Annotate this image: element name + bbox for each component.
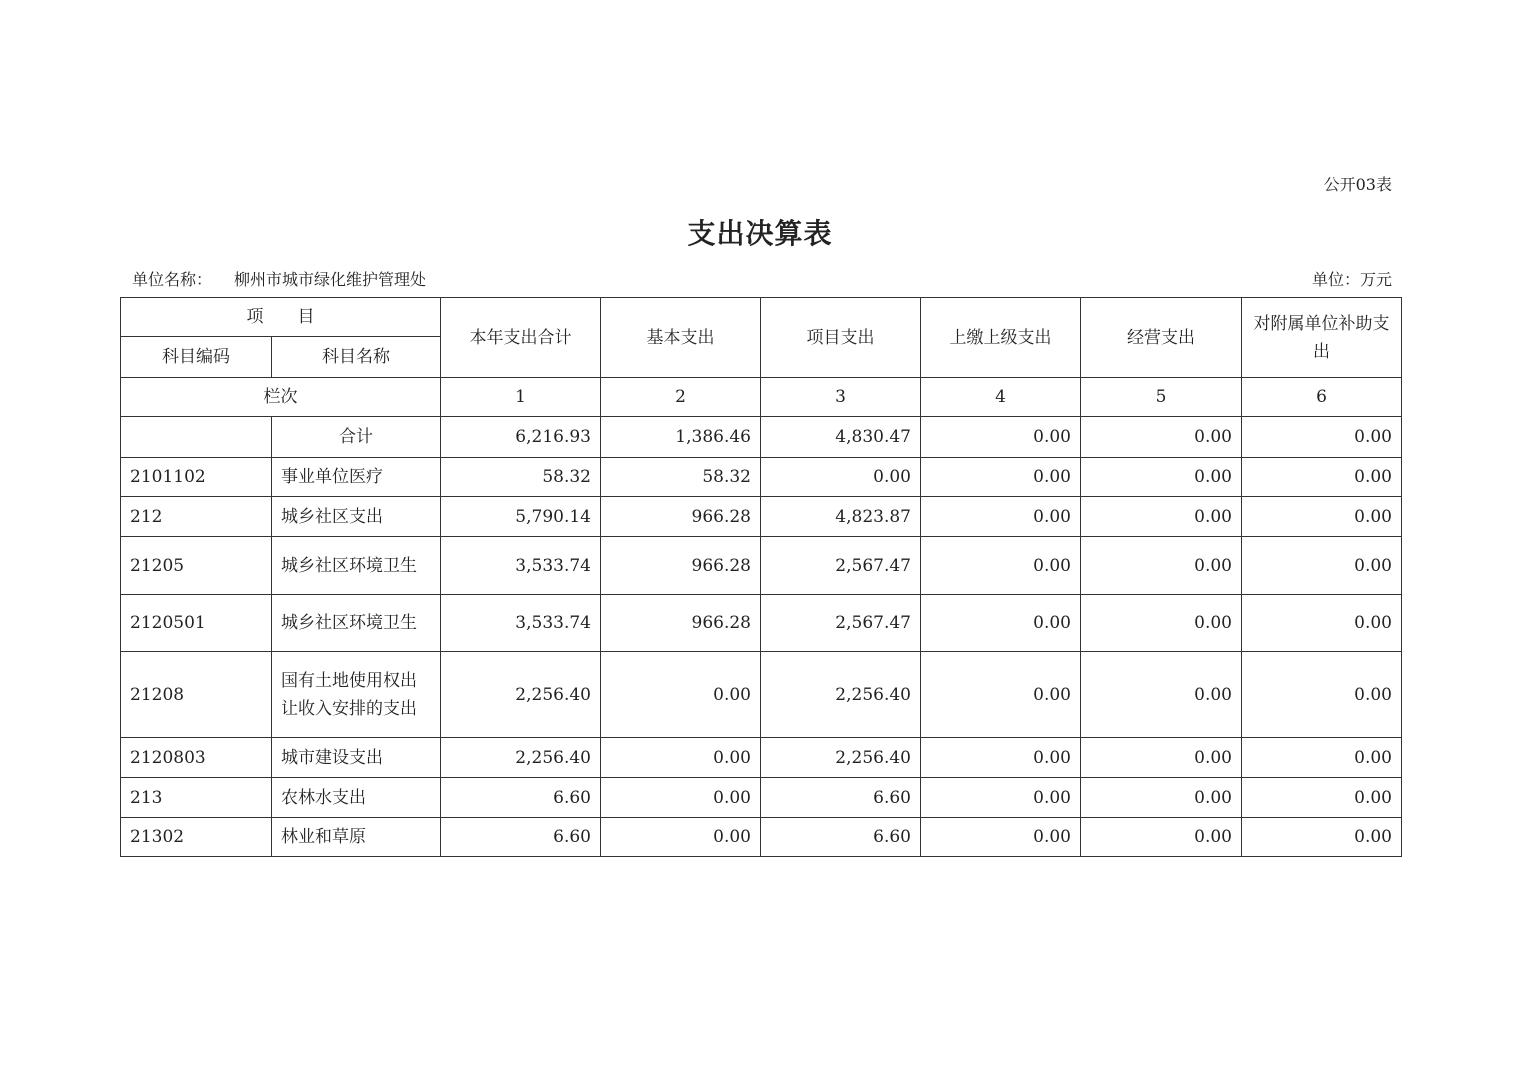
subject-code: 2120501 [121,595,272,652]
subject-code: 2120803 [121,738,272,778]
subject-code: 21205 [121,537,272,595]
subject-name: 国有土地使用权出让收入安排的支出 [272,652,441,738]
subject-name: 城乡社区环境卫生 [272,595,441,652]
header-col-total: 本年支出合计 [441,298,601,378]
subject-code: 212 [121,497,272,537]
header-name: 科目名称 [272,337,441,378]
total-value: 0.00 [1242,417,1402,458]
column-number: 4 [921,378,1081,417]
amount-cell: 0.00 [1081,595,1242,652]
header-col-subsidy: 对附属单位补助支出 [1242,298,1402,378]
amount-cell: 0.00 [921,778,1081,818]
amount-cell: 6.60 [441,818,601,857]
subject-code: 21302 [121,818,272,857]
amount-cell: 0.00 [761,458,921,497]
amount-cell: 0.00 [921,537,1081,595]
total-value: 6,216.93 [441,417,601,458]
amount-cell: 0.00 [1081,497,1242,537]
amount-cell: 3,533.74 [441,595,601,652]
amount-cell: 966.28 [601,537,761,595]
amount-cell: 0.00 [1081,537,1242,595]
amount-cell: 0.00 [601,738,761,778]
header-col-remit: 上缴上级支出 [921,298,1081,378]
amount-cell: 0.00 [601,818,761,857]
amount-cell: 6.60 [761,818,921,857]
table-row [121,818,1402,857]
column-number: 1 [441,378,601,417]
table-row [121,537,1402,595]
amount-cell: 0.00 [1242,818,1402,857]
amount-cell: 966.28 [601,595,761,652]
unit-name-label: 单位名称： [132,270,213,289]
amount-cell: 0.00 [921,738,1081,778]
amount-cell: 0.00 [921,595,1081,652]
subject-name: 城乡社区环境卫生 [272,537,441,595]
amount-cell: 58.32 [601,458,761,497]
subject-name: 农林水支出 [272,778,441,818]
amount-cell: 2,256.40 [441,652,601,738]
currency-unit: 单位：万元 [1311,270,1392,289]
column-number-label: 栏次 [121,378,441,417]
subject-code: 2101102 [121,458,272,497]
header-code: 科目编码 [121,337,272,378]
amount-cell: 6.60 [761,778,921,818]
amount-cell: 0.00 [921,497,1081,537]
amount-cell: 0.00 [921,458,1081,497]
amount-cell: 0.00 [601,778,761,818]
table-row [121,458,1402,497]
amount-cell: 0.00 [1081,778,1242,818]
expenditure-table [120,297,1402,857]
amount-cell: 0.00 [1242,537,1402,595]
table-row [121,595,1402,652]
amount-cell: 0.00 [921,818,1081,857]
amount-cell: 3,533.74 [441,537,601,595]
amount-cell: 0.00 [1081,738,1242,778]
amount-cell: 2,256.40 [761,652,921,738]
header-col-project: 项目支出 [761,298,921,378]
amount-cell: 2,567.47 [761,537,921,595]
header-item: 项 目 [121,298,441,337]
unit-name-line [132,267,426,290]
amount-cell: 2,256.40 [761,738,921,778]
amount-cell: 966.28 [601,497,761,537]
amount-cell: 0.00 [1242,652,1402,738]
amount-cell: 0.00 [601,652,761,738]
amount-cell: 4,823.87 [761,497,921,537]
table-row [121,497,1402,537]
amount-cell: 58.32 [441,458,601,497]
column-number: 5 [1081,378,1242,417]
form-number: 公开03表 [1323,175,1392,194]
amount-cell: 0.00 [1242,738,1402,778]
amount-cell: 0.00 [1081,818,1242,857]
amount-cell: 0.00 [1081,458,1242,497]
amount-cell: 6.60 [441,778,601,818]
subject-name: 城市建设支出 [272,738,441,778]
table-row [121,738,1402,778]
amount-cell: 0.00 [1242,497,1402,537]
subject-code: 21208 [121,652,272,738]
amount-cell: 2,256.40 [441,738,601,778]
table-row [121,778,1402,818]
header-col-basic: 基本支出 [601,298,761,378]
total-code-empty [121,417,272,458]
subject-name: 事业单位医疗 [272,458,441,497]
total-value: 4,830.47 [761,417,921,458]
column-number: 3 [761,378,921,417]
total-value: 0.00 [1081,417,1242,458]
page-title: 支出决算表 [687,217,833,250]
column-number: 2 [601,378,761,417]
header-col-operating: 经营支出 [1081,298,1242,378]
amount-cell: 0.00 [1242,595,1402,652]
subject-name: 林业和草原 [272,818,441,857]
amount-cell: 0.00 [1242,458,1402,497]
column-number: 6 [1242,378,1402,417]
subject-code: 213 [121,778,272,818]
unit-name-value: 柳州市城市绿化维护管理处 [234,270,427,289]
amount-cell: 0.00 [1081,652,1242,738]
amount-cell: 5,790.14 [441,497,601,537]
total-label: 合计 [272,417,441,458]
amount-cell: 0.00 [1242,778,1402,818]
amount-cell: 0.00 [921,652,1081,738]
column-number-row [121,378,1402,417]
header-row-1 [121,298,1402,337]
total-value: 1,386.46 [601,417,761,458]
amount-cell: 2,567.47 [761,595,921,652]
total-row [121,417,1402,458]
subject-name: 城乡社区支出 [272,497,441,537]
table-row [121,652,1402,738]
total-value: 0.00 [921,417,1081,458]
